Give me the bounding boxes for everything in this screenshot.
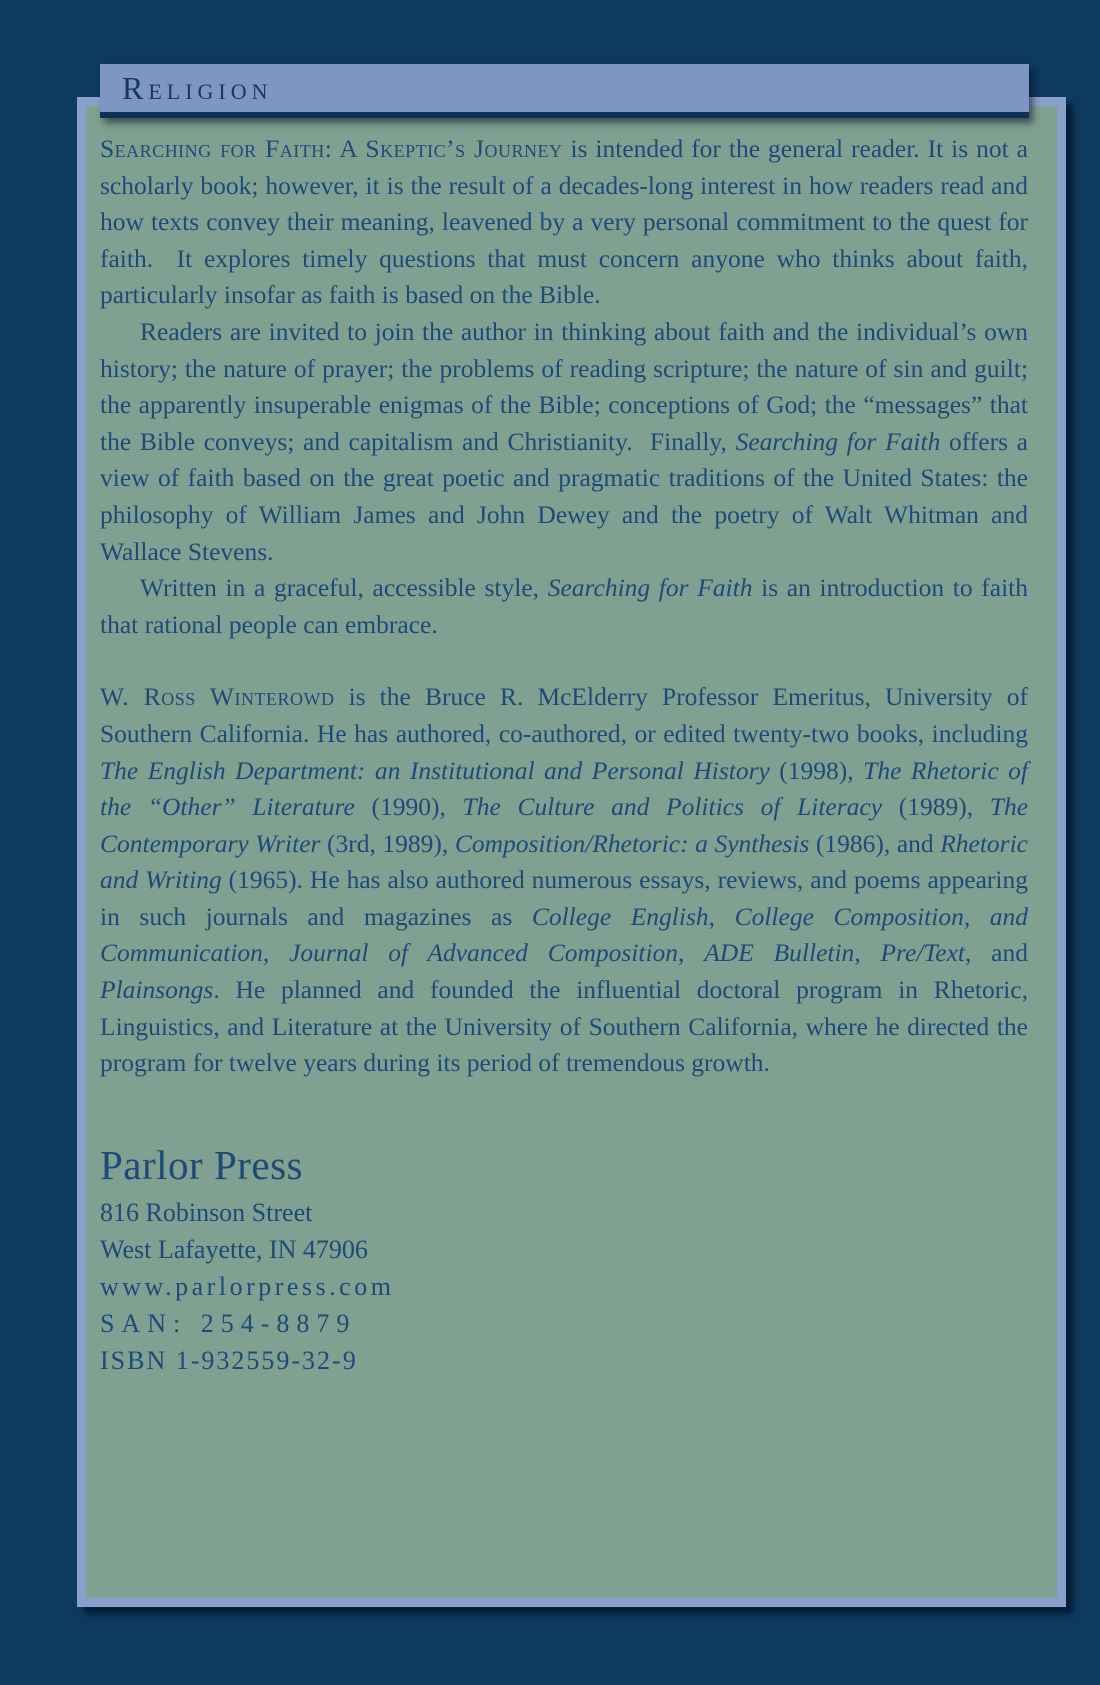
- smallcaps-text: Searching for Faith: A Skeptic’s Journey: [100, 134, 563, 163]
- body-text: (1986), and: [809, 828, 941, 858]
- paragraph: [100, 131, 1028, 314]
- italic-text: Searching for Faith: [547, 573, 753, 603]
- body-text: Readers are invited to join the author in thinking about faith and the individual’s own history; the nature of prayer; the problems of reading scripture; the nature of sin and guilt; the apparently insuperable enigmas of the Bible; conceptions of God; the “messages” that the Bible conveys; and capitalism and Christianity. Finally,: [100, 316, 1028, 456]
- italic-text: Pre/Text: [880, 938, 966, 968]
- body-text: . He planned and founded the influential doctoral program in Rhetoric, Linguistics, and Literature at the University of Southern California, where he directed the program for twelve years during its period of tremendous growth.: [100, 975, 1028, 1078]
- content-panel: [77, 97, 1066, 1607]
- publisher-name: Parlor Press: [100, 1141, 304, 1188]
- publisher-address-street: 816 Robinson Street: [100, 1197, 313, 1227]
- body-text: is intended for the general reader. It is not a scholarly book; however, it is the result of a decades-long interest in how readers read and how texts convey their meaning, leavened by a very personal commitment to the quest for faith. It explores timely questions that must concern anyone who thinks about faith, particularly insofar as faith is based on the Bible.: [100, 134, 1029, 310]
- publisher-website: www.parlorpress.com: [100, 1271, 395, 1301]
- publisher-isbn: ISBN 1-932559-32-9: [100, 1345, 358, 1375]
- italic-text: ADE Bulletin: [704, 938, 855, 968]
- italic-text: The Contemporary Writer: [100, 792, 1029, 858]
- italic-text: Rhetoric and Writing: [100, 828, 1028, 895]
- smallcaps-text: W. Ross Winterowd: [100, 682, 335, 712]
- italic-text: Composition/Rhetoric: a Synthesis: [454, 828, 810, 858]
- body-text: offers a view of faith based on the great poetic and pragmatic traditions of the United States: the philosophy of William James and John Dewey and the poetry of Walt Whitman and Wallace Stevens.: [100, 426, 1028, 566]
- italic-text: The Rhetoric of the “Other” Literature: [100, 755, 1029, 822]
- category-banner: [100, 64, 1029, 118]
- body-text: ,: [708, 901, 735, 931]
- italic-text: Plainsongs: [100, 975, 214, 1005]
- body-text: Written in a graceful, accessible style,: [140, 573, 548, 603]
- body-text: (1990),: [354, 792, 463, 822]
- italic-text: The Culture and Politics of Literacy: [462, 792, 883, 822]
- body-text: ,: [854, 938, 881, 968]
- category-label: Religion: [122, 70, 273, 106]
- body-text: (1965). He has also authored numerous essays, reviews, and poems appearing in such journals and magazines as: [100, 865, 1029, 931]
- body-text: ,: [678, 938, 705, 968]
- italic-text: College Composition, and Communication: [100, 901, 1029, 968]
- cover-text: [100, 131, 1028, 1379]
- italic-text: Searching for Faith: [735, 426, 941, 456]
- body-text: ,: [262, 938, 290, 968]
- body-text: (1989),: [882, 792, 990, 822]
- body-text: is the Bruce R. McElderry Professor Emeritus, University of Southern California. He has authored, co-authored, or edited twenty-two books, including: [100, 682, 1029, 748]
- publisher-address-city: West Lafayette, IN 47906: [100, 1234, 368, 1264]
- paragraph: [100, 679, 1028, 1082]
- publisher-san: SAN: 254-8879: [100, 1308, 357, 1338]
- body-text: (3rd, 1989),: [320, 828, 455, 858]
- publisher-block: [100, 1142, 1028, 1379]
- paragraph: [100, 570, 1028, 643]
- paragraph: [100, 314, 1028, 570]
- italic-text: Journal of Advanced Composition: [289, 938, 679, 968]
- body-text: is an introduction to faith that rational people can embrace.: [100, 573, 1029, 639]
- body-text: (1998),: [769, 755, 864, 785]
- body-text: , and: [965, 938, 1028, 968]
- italic-text: The English Department: an Institutional and Personal History: [100, 755, 770, 785]
- italic-text: College English: [531, 901, 709, 931]
- paragraphs-container: [100, 131, 1028, 1082]
